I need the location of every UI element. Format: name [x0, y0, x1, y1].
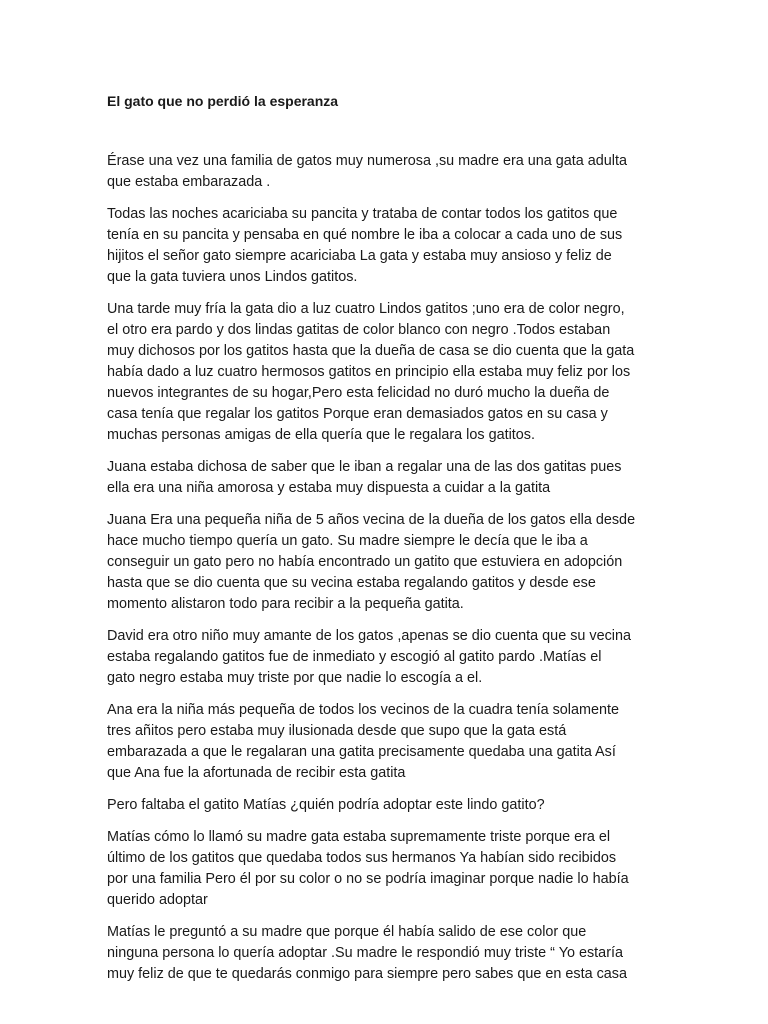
paragraph — [107, 510, 667, 615]
paragraph — [107, 204, 667, 288]
text-line: por una familia Pero él por su color o no se podría imaginar porque nadie lo había — [107, 871, 629, 887]
paragraph — [107, 299, 667, 446]
document-title: El gato que no perdió la esperanza — [107, 93, 339, 109]
text-line: Todas las noches acariciaba su pancita y trataba de contar todos los gatitos que — [107, 206, 618, 222]
text-line: Pero faltaba el gatito Matías ¿quién podría adoptar este lindo gatito? — [107, 797, 545, 813]
paragraph — [107, 626, 667, 689]
text-line: casa tenía que regalar los gatitos Porque eran demasiados gatos en su casa y — [107, 406, 608, 422]
document-body — [107, 151, 667, 996]
text-line: muy feliz de que te quedarás conmigo para siempre pero sabes que en esta casa — [107, 966, 627, 982]
paragraph — [107, 700, 667, 784]
text-line: muchas personas amigas de ella quería que le regalara los gatitos. — [107, 427, 535, 443]
text-line: Juana estaba dichosa de saber que le iban a regalar una de las dos gatitas pues — [107, 459, 622, 475]
paragraph — [107, 795, 667, 816]
text-line: tres añitos pero estaba muy ilusionada desde que supo que la gata está — [107, 723, 567, 739]
text-line: querido adoptar — [107, 892, 208, 908]
text-line: hace mucho tiempo quería un gato. Su madre siempre le decía que le iba a — [107, 533, 588, 549]
text-line: ninguna persona lo quería adoptar .Su madre le respondió muy triste “ Yo estaría — [107, 945, 623, 961]
text-line: estaba regalando gatitos fue de inmediato y escogió al gatito pardo .Matías el — [107, 649, 602, 665]
text-line: Ana era la niña más pequeña de todos los vecinos de la cuadra tenía solamente — [107, 702, 620, 718]
text-line: último de los gatitos que quedaba todos sus hermanos Ya habían sido recibidos — [107, 850, 617, 866]
text-line: David era otro niño muy amante de los gatos ,apenas se dio cuenta que su vecina — [107, 628, 631, 644]
text-line: hijitos el señor gato siempre acariciaba La gata y estaba muy ansioso y feliz de — [107, 248, 612, 264]
text-line: tenía en su pancita y pensaba en qué nombre le iba a colocar a cada uno de sus — [107, 227, 623, 243]
text-line: Matías cómo lo llamó su madre gata estaba supremamente triste porque era el — [107, 829, 611, 845]
text-line: momento alistaron todo para recibir a la pequeña gatita. — [107, 596, 464, 612]
text-line: Matías le preguntó a su madre que porque él había salido de ese color que — [107, 924, 587, 940]
text-line: nuevos integrantes de su hogar,Pero esta felicidad no duró mucho la dueña de — [107, 385, 610, 401]
text-line: Una tarde muy fría la gata dio a luz cuatro Lindos gatitos ;uno era de color negro, — [107, 301, 625, 317]
text-line: Juana Era una pequeña niña de 5 años vecina de la dueña de los gatos ella desde — [107, 512, 636, 528]
text-line: Érase una vez una familia de gatos muy numerosa ,su madre era una gata adulta — [107, 153, 627, 169]
text-line: gato negro estaba muy triste por que nadie lo escogía a el. — [107, 670, 483, 686]
text-line: muy dichosos por los gatitos hasta que la dueña de casa se dio cuenta que la gata — [107, 343, 635, 359]
text-line: conseguir un gato pero no había encontrado un gatito que estuviera en adopción — [107, 554, 623, 570]
text-line: ella era una niña amorosa y estaba muy dispuesta a cuidar a la gatita — [107, 480, 551, 496]
text-line: que estaba embarazada . — [107, 174, 271, 190]
paragraph — [107, 457, 667, 499]
text-line: el otro era pardo y dos lindas gatitas de color blanco con negro .Todos estaban — [107, 322, 611, 338]
text-line: había dado a luz cuatro hermosos gatitos en principio ella estaba muy feliz por los — [107, 364, 631, 380]
text-line: hasta que se dio cuenta que su vecina estaba regalando gatitos y desde ese — [107, 575, 596, 591]
paragraph — [107, 827, 667, 911]
text-line: que Ana fue la afortunada de recibir esta gatita — [107, 765, 406, 781]
paragraph — [107, 922, 667, 985]
text-line: embarazada a que le regalaran una gatita precisamente quedaba una gatita Así — [107, 744, 616, 760]
text-line: que la gata tuviera unos Lindos gatitos. — [107, 269, 358, 285]
paragraph — [107, 151, 667, 193]
